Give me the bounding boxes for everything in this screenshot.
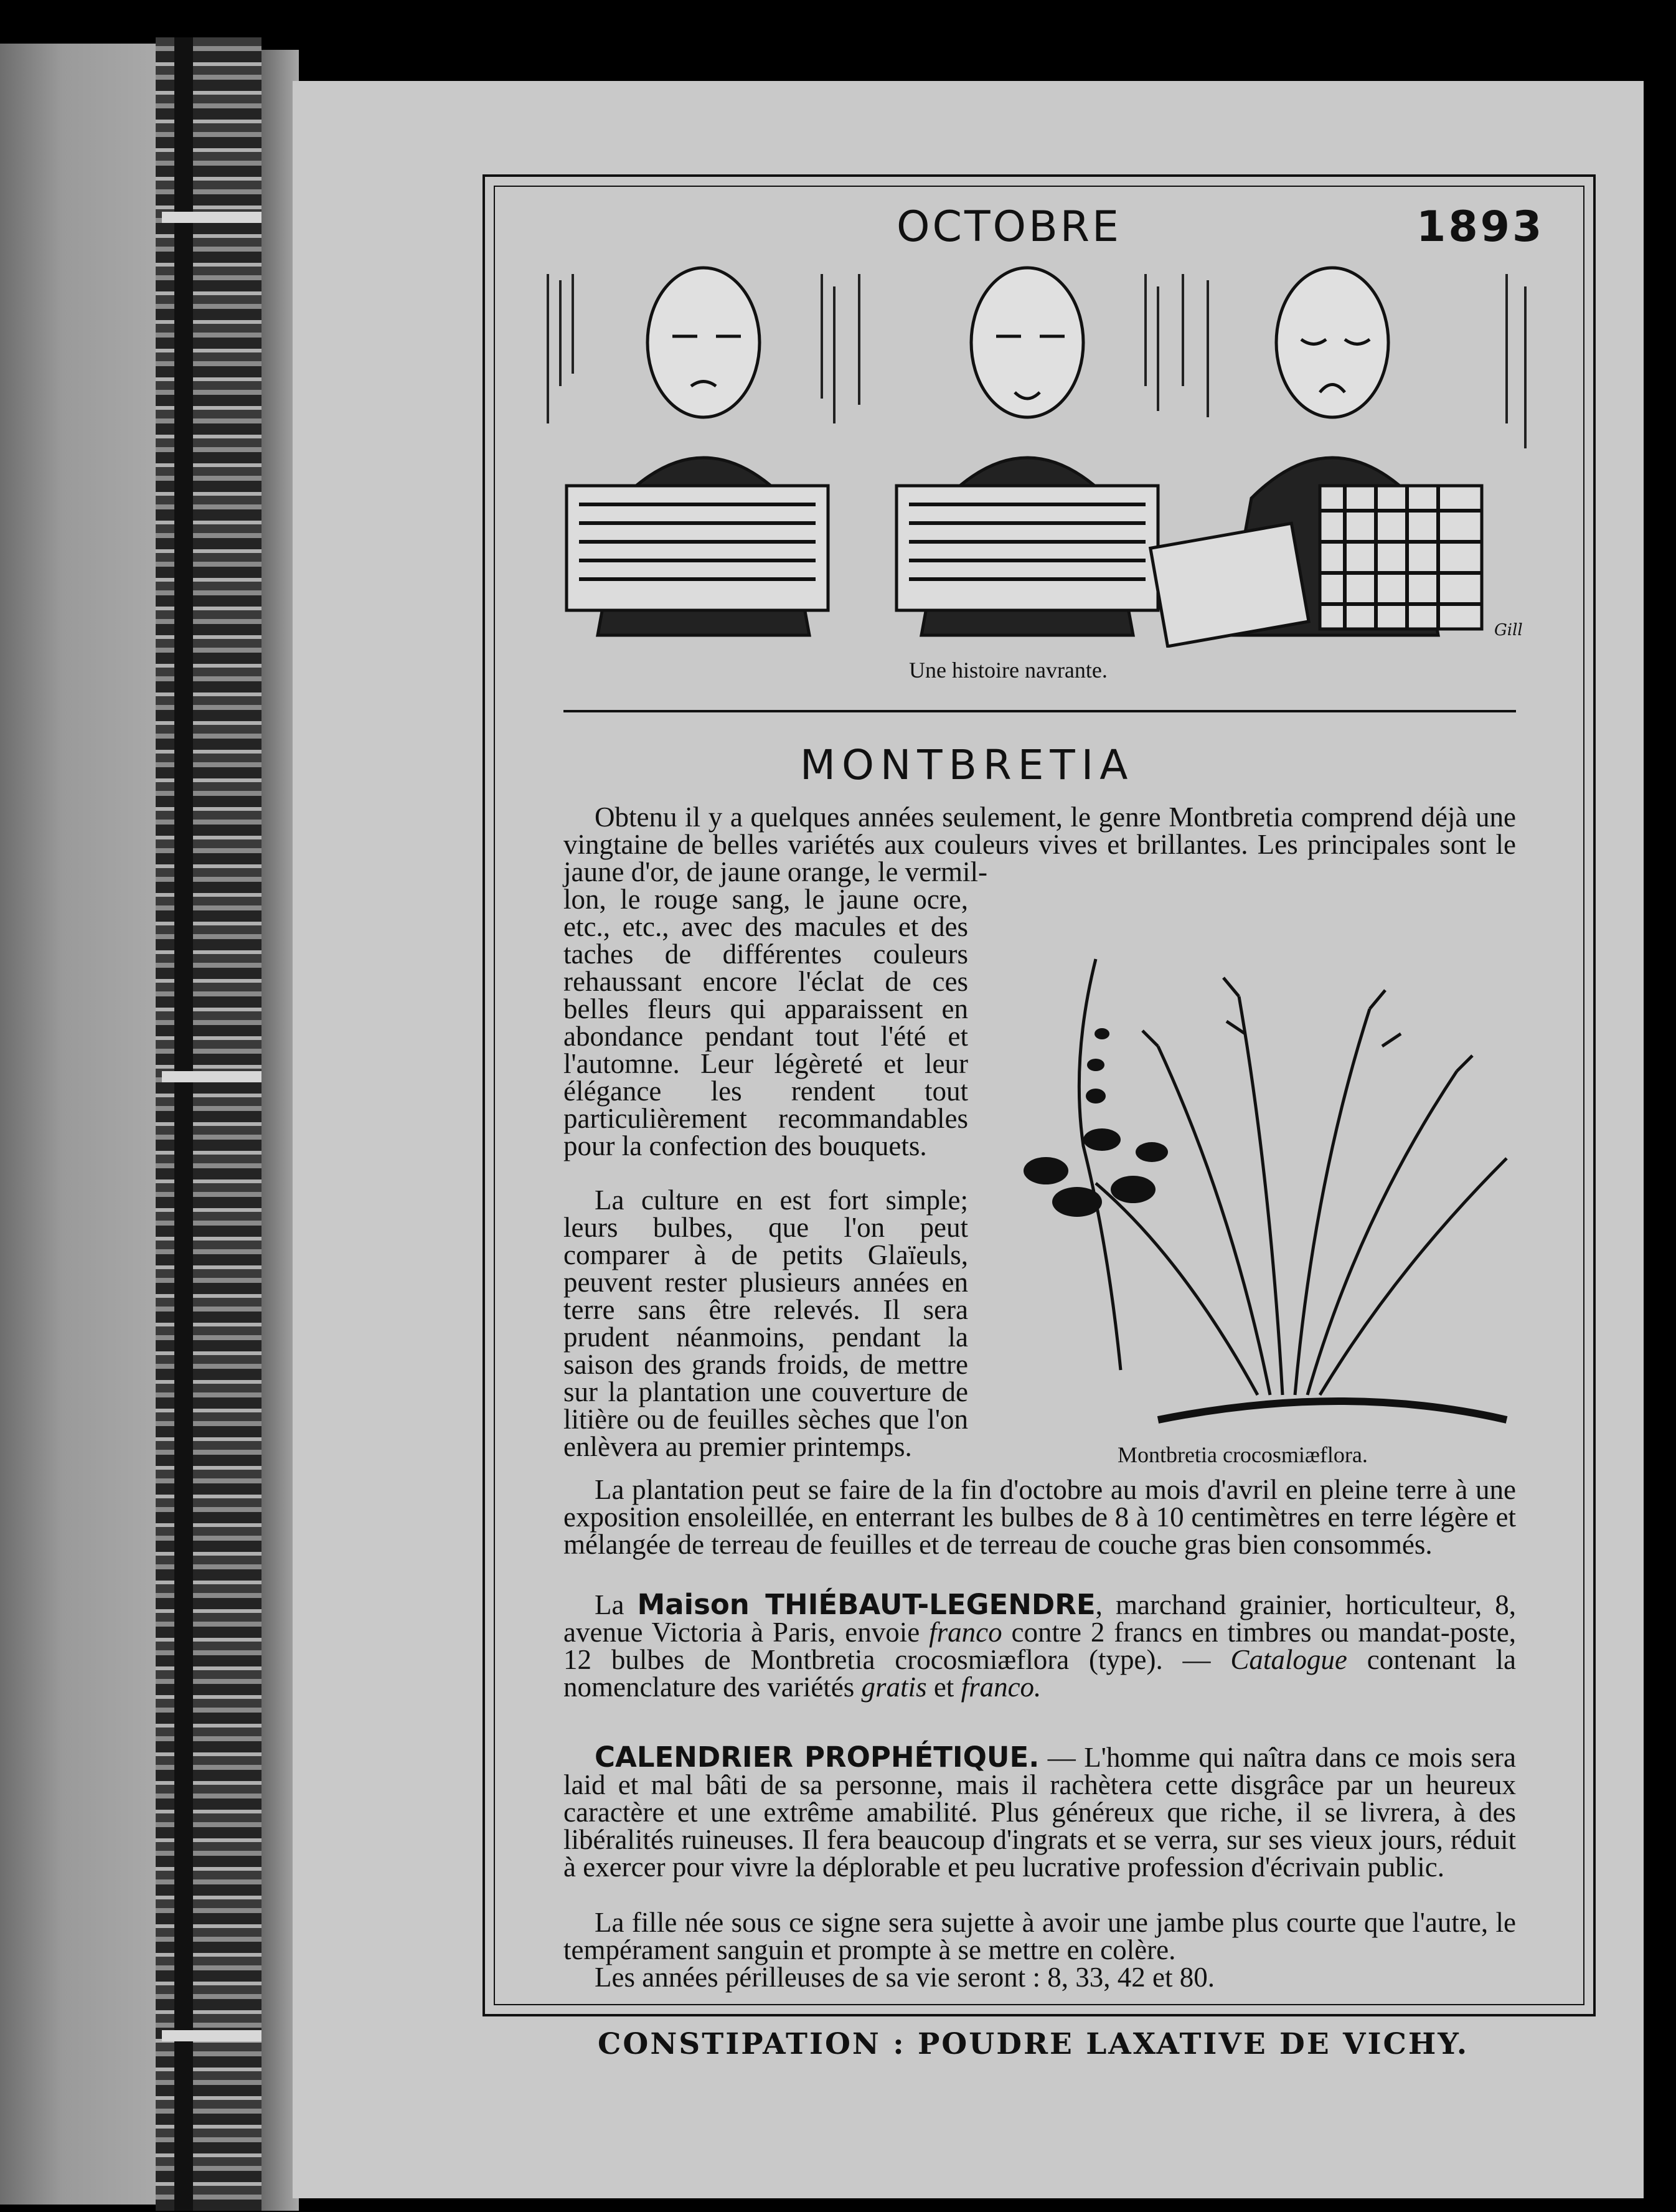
montbretia-illustration <box>1009 909 1519 1445</box>
calendar-paragraph-2: La fille née sous ce signe sera sujette à avoir une jambe plus courte que l'autre, le tempérament sanguin et prompte à se mettre en colère. <box>563 1907 1516 1965</box>
p4-text-d: et <box>933 1671 954 1703</box>
article-paragraph-3: La plantation peut se faire de la fin d'octobre au mois d'avril en pleine terre à une exposition ensoleillée, en enterrant les bulbes de 8 à 10 centimètres en terre légère et mélangée de terreau de feuilles et de terreau de couche gras bien consommés. <box>563 1474 1516 1560</box>
p4-text-a: , marchand grainier, horticulteur, 8, avenue Victoria à Paris, envoie <box>563 1589 1517 1648</box>
header-month: OCTOBRE <box>897 202 1121 252</box>
man-figure-2 <box>897 268 1158 635</box>
artist-signature: Gill <box>1494 621 1523 640</box>
p4-franco-1: franco <box>929 1617 1002 1648</box>
spine-stitch <box>162 2030 268 2041</box>
spine-stitch <box>162 1071 268 1082</box>
article-paragraph-4 <box>563 1588 1517 1703</box>
footer-advertisement: CONSTIPATION : POUDRE LAXATIVE DE VICHY. <box>598 2027 1469 2061</box>
article-title: MONTBRETIA <box>800 741 1134 789</box>
spine-shadow <box>174 37 193 2211</box>
merchant-name: Maison THIÉBAUT-LEGENDRE <box>637 1588 1096 1621</box>
article-paragraph-2: La culture en est fort simple; leurs bulbes, que l'on peut comparer à de petits Glaïeuls, peuvent rester plusieurs années en terre sans être relevés. Il sera prudent néanmoins, pendant la saison des grands froids, de mettre sur la plantation une couverture de litière ou de feuilles sèches que l'on enlèvera au premier printemps. <box>563 1184 968 1462</box>
plant-flowers <box>1024 1028 1168 1217</box>
spine-stitch <box>162 212 268 223</box>
man-figure-3 <box>1151 268 1482 646</box>
calendar-text-1: — L'homme qui naîtra dans ce mois sera laid et mal bâti de sa personne, mais il rachètera cette disgrâce par un heureux caractère et une extrême amabilité. Plus généreux que riche, il se livrera, à des libéralités ruineuses. Il fera beaucoup d'ingrats et se verra, sur ses vieux jours, réduit à exercer pour vivre la déplorable et peu lucrative profession d'écrivain public. <box>563 1742 1517 1883</box>
header-year: 1893 <box>1416 202 1545 252</box>
article-paragraph-1-wide: Obtenu il y a quelques années seulement, le genre Montbretia comprend déjà une vingtaine de belles variétés aux couleurs vives et brillantes. Les principales sont le jaune d'or, de jaune orange, le vermil- <box>563 801 1516 887</box>
p4-franco-2: franco. <box>961 1671 1042 1703</box>
p4-catalogue: Catalogue <box>1230 1644 1347 1675</box>
plant-caption: Montbretia crocosmiæflora. <box>1118 1442 1368 1467</box>
p4-lead: La <box>595 1589 624 1620</box>
calendar-paragraph-3: Les années périlleuses de sa vie seront : 8, 33, 42 et 80. <box>595 1962 1215 1993</box>
p4-text-b: contre 2 francs en timbres ou mandat-poste, 12 bulbes de Montbretia crocosmiæflora (type). — <box>563 1617 1517 1675</box>
p4-gratis: gratis <box>861 1671 927 1703</box>
man-figure-1 <box>567 268 828 635</box>
p4-text-c: contenant la nomenclature des variétés <box>563 1644 1516 1703</box>
calendar-paragraph-1 <box>563 1741 1517 1883</box>
cartoon-caption: Une histoire navrante. <box>909 658 1108 683</box>
cartoon-illustration <box>535 262 1544 648</box>
section-divider <box>563 710 1516 712</box>
article-paragraph-1-narrow: lon, le rouge sang, le jaune ocre, etc., etc., avec des macules et des taches de différentes couleurs rehaussant encore l'éclat de ces belles fleurs qui apparaissent en abondance pendant tout l'été et l'automne. Leur légèreté et leur élégance les rendent tout particulièrement recommandables pour la confection des bouquets. <box>563 884 968 1161</box>
book-spine <box>156 37 261 2211</box>
left-page-edge <box>0 44 156 2205</box>
calendar-heading: CALENDRIER PROPHÉTIQUE. <box>595 1741 1040 1774</box>
